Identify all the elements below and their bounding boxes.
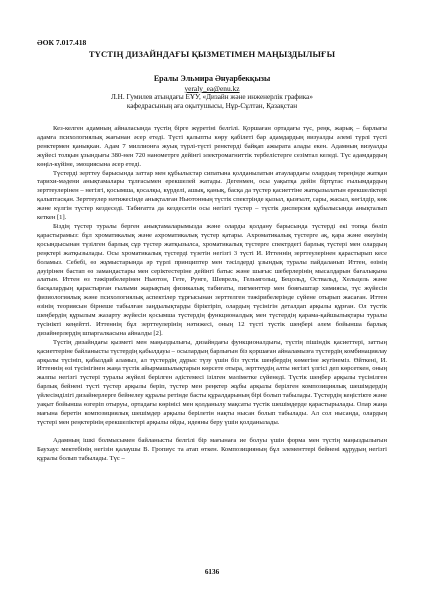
body-paragraph-1: Кез-келген адамның айналасында түстің бірге жүретіні белгілі. Қоршаған ортадағы түс, реңк, жарық – барлығы адамға психологиялық жағынан әсер етеді. Түсті қалыпты көру қабілеті бар адамдардың визуалды әлемі түрлі түсті ренктермен қанықкан. Адам 7 миллионға жуық түрлі-түсті ренктерді байқап ажырата алады екен. Адамның визуалды жүйесі толқын ұзындығы 380-нен 720 нанометрге дейінгі электромагниттік тербелістерге сезімтал келеді. Түс адамдардың көңіл-күйіне, эмоциясына әсер етеді. bbox=[37, 125, 387, 168]
page-number: 6136 bbox=[204, 568, 220, 576]
affiliation-line-2: кафедрасының аға оқытушысы, Нұр-Сұлтан, Қазақстан bbox=[126, 102, 298, 110]
udc-code: ӘОК 7.017.418 bbox=[37, 38, 87, 47]
body-paragraph-5: Адамның ішкі болмысымен байланысты белгілі бір мағынаға ие болуы үшін форма мен түстің маңыздылығын Баухаус мектебінің негізін қалаушы В. Гропиус та атап өткен. Композицияның бұл элементтері бейнені құрудың негізгі құралы болып табылады. Түс – bbox=[37, 436, 387, 462]
body-paragraph-4: Түстің дизайндағы қызметі мен маңыздылығы, дизайндағы функционалдығы, түстің пішіндік қасиеттері, заттың қасиеттеріне байланысты түстердің қабылдауы – осылардың барлығын біз қоршаған айналамызға түстердің комбинациялау арқылы түсініп, қабылдай аламыз, ал түстердің дұрыс түзу үшін біз түстік шеңбердің көмегіне жүгінеміз. Өйткені, И. Иттеннің өзі түсінігінен жаңа түстік айырмашылықтарын көрсете отыра, зерттеудің алты негізгі үлгісі деп көрсеткен, оның жалпы негізгі түстері туралы жүйелі берілген әдістемесі ізілген мәліметке сүйенеді. Түстік шеңбер арқылы түсінілген барлық бейнені түсті түстер арқылы беріп, түстер мен реңктер жұбы арқылы берілген композициялық шешімдердің үйлесімділігі дизайнерлерге бейнелеу құралы ретінде басты құралдарының бірі болып табылады. Түстердің кеңістікте және уақыт бойынша өзгеріп отыруы, ортадағы көрінісі мен қолданылу мақсаты түстік шешімдерде қарастырылады. Олар жаңа мағына беретін композициялық шешімдер арқылы берілетін нақты нысан болып табылады. Ал сол нысанда, олардың түстері мен реңктерінің ерекшеліктері арқылы ойды, идеяны беру үшін қолданылады. bbox=[37, 338, 387, 426]
article-page bbox=[37, 38, 387, 464]
body-paragraph-3: Біздің түстер туралы берген анықтамаларымызда және оларды қолдану барысында түстерді екі топқа бөліп қарастырамыз: бұл хроматикалық және ахроматикалық түстер қатары. Ахроматикалық түстерге ақ, қара және екеуінің қосындысынан түзілген барлық сұр түстер жатқызылса, хроматикалық түстерге спектрдегі барлық түстері мен олардың реңктері жатқызылады. Осы хроматикалық түстерді түзетін негізгі 3 түсті И. Иттеннің зерттеулерінен қарастырып кесе боламыз. Себебі, өз жұмыстарында әр түрлі принциптер мен тәсілдерді ұзындық туралы пайдаланып Иттен, өзінің дәуірінен бастап өз замандастары мен серіктестеріне дейінгі батыс және шығыс шеберлерінің мысалдарын бағалықына алатын. Иттен өз тәжірибелерінен Ньютон, Гете, Рунге, Шеврель, Гельмгольц, Бецольд, Оствальд, Хельцель және басқалардың қарастырған ғылыми жарықтың физикалық табиғаты, пигменттер мен бояғыштар химиясы, түс жүйесін физиологиялық және психологиялық аспектілер тұрғысынан зерттелген тәжірибелерінде сүйене отырып жасаған. Иттен өзінің теориясын бірнеше табылған заңдылықтарды біріктіріп, олардың түсінігін деталдап арқылы құрған. Ол түстік шеңбердің құрылым жазарту жүйесін қосымша түстердің функционалдық мен түстердің қарама-қайшылықтары туралы түсінікті кеңейтті. Иттеннің бұл зерттеулерінің нәтижесі, оның 12 түсті түстік шеңбері әлем бойынша барлық дизайнерлердің шпаргалкасына айналды [2]. bbox=[37, 222, 387, 337]
body-paragraph-2: Түстерді зерттеу барысында заттар мен құбылыстар сипатына қолданылатын атаулардағы олардың тереңінде жатқан тарихи-мәдени анықтамалары тұлғасымен ерекшелей жатады. Дегенмен, осы уақытқа дейін біртұтас ғылымдардың зерттеулерінен – негізгі, қосымша, қосалқы, күрделі, ашық, қанық, басқа да түстер қасиеттіне жатқызылатын ерекшеліктері қалыптасқан. Зерттеулер нәтижесінде анықталған Ньютонның түстік спектрінде қызыл, қызғылт, сары, жасыл, көгілдір, көк және күлгін түстер кездеседі. Табиғатта да кездесетін осы негізгі түстер – түстік дисперсия құбылысында анықталып кеткен [1]. bbox=[37, 169, 387, 222]
author-name: Ералы Эльмира Әнуарбекқызы bbox=[153, 74, 271, 83]
affiliation-line-1: Л.Н. Гумилев атындағы ЕҰУ, «Дизайн және инженерлік графика» bbox=[111, 93, 313, 101]
author-email[interactable]: yeraly_ea@enu.kz bbox=[184, 84, 240, 93]
article-title: ТҮСТІҢ ДИЗАЙНДАҒЫ ҚЫЗМЕТІМЕН МАҢЫЗДЫЛЫҒЫ bbox=[88, 49, 336, 59]
